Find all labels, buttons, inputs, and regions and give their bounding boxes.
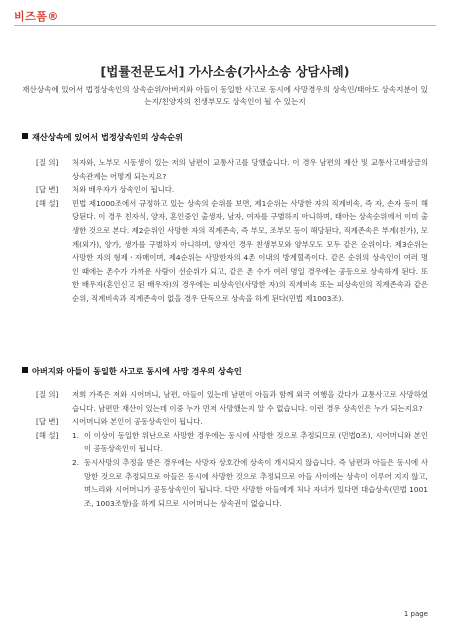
qa-tag: [답 변] [36, 185, 59, 195]
qa-tag: [질 의] [36, 158, 59, 167]
qa-block-1 [36, 156, 428, 306]
qa-text: 저희 가족은 저와 시어머니, 남편, 아들이 있는데 남편이 아들과 함께 외국 여행을 갔다가 교통사고로 사망하였습니다. 남편만 재산이 있는데 이중 누가 먼저 사망했는지 알 수 없습니다. 이런 경우 상속인은 누가 되는지요? [72, 390, 428, 413]
qa-tag: [해 설] [36, 430, 59, 440]
qa-text: 시어머니와 본인이 공동상속인이 됩니다. [72, 417, 203, 427]
qa-text: 처자와, 노부모 시동생이 있는 저의 남편이 교통사고를 당했습니다. 이 경우 남편의 재산 및 교통사고배상금의 상속관계는 어떻게 되는지요? [72, 158, 428, 181]
document-title: [법률전문도서] 가사소송(가사소송 상담사례) [100, 64, 350, 79]
list-text: 동시사망의 추정을 받은 경우에는 사망자 상호간에 상속이 개시되지 않습니다. 즉 남편과 아들은 동시에 사망한 것으로 추정되므로 아들은 동시에 사망한 것으로 추정되므로 아들 사이에는 상속이 이루어 지지 않고, 며느리와 시어머니가 공동상속인이 됩니다. 다만 사망한 아들에게 처나 자녀가 있다면 대습상속(민법 1001조, 1003조항)을 하게 되므로 시어머니는 상속권이 없습니다. [84, 457, 428, 508]
qa-tag: [해 설] [36, 198, 59, 208]
section-heading-1 [22, 132, 428, 143]
list-number: 2. [72, 457, 80, 467]
qa-text: 처와 배우자가 상속인이 됩니다. [72, 185, 175, 195]
list-item [72, 456, 428, 510]
document-subtitle: 재산상속에 있어서 법정상속인의 상속순위/아버지와 아들이 동일한 사고로 동시에 사망경우의 상속인/태아도 상속지분이 있는지/친양자의 친생부모도 상속인이 될 수 있는지 [22, 85, 428, 106]
qa-row-answer [36, 415, 428, 429]
qa-tag: [질 의] [36, 390, 59, 399]
section-heading-2 [22, 366, 428, 377]
qa-explanation-list [72, 429, 428, 511]
qa-row-question [36, 156, 428, 183]
qa-row-question [36, 388, 428, 415]
qa-row-answer [36, 183, 428, 197]
bizform-logo: 비즈폼® [14, 10, 59, 23]
qa-block-2 [36, 388, 428, 510]
qa-text: 민법 제1000조에서 규정하고 있는 상속의 순위를 보면, 제1순위는 사망한 자의 직계비속, 즉 자, 손자 등이 해당된다. 이 경우 친자식, 양자, 혼인중인 출생자, 남자, 여자를 구별하지 아니하며, 태아는 상속순위에서 이미 출생한 것으로 본다. 제2순위인 사망한 자의 직계존속, 즉 부모, 조부모 등이 해당된다, 직계존속은 부계(친가), 모계(외가), 양가, 생가를 구별하지 아니하며, 양자인 경우 친생부모와 양부모도 모두 같은 순위이다. 제3순위는 사망한 자의 형제ㆍ자매이며, 제4순위는 사망한자의 4촌 이내의 방계혈족이다. 같은 순위의 상속인이 여러 명인 때에는 촌수가 가까운 사람이 선순위가 되고, 같은 촌 수가 여러 명일 경우에는 공동으로 상속하게 된다. 또한 배우자(혼인신고 된 배우자)의 경우에는 피상속인(사망한 자)의 직계비속 또는 피상속인의 직계존속과 같은 순위, 직계비속과 직계존속이 없을 경우 단독으로 상속을 하게 된다(민법 제1003조). [72, 198, 428, 303]
page-number: 1 page [403, 610, 428, 618]
list-number: 1. [72, 430, 80, 440]
square-bullet-icon [22, 133, 28, 139]
qa-tag: [답 변] [36, 417, 59, 427]
header-divider [14, 25, 436, 26]
square-bullet-icon [22, 367, 28, 373]
list-text: 이 이상이 동일한 위난으로 사망한 경우에는 동시에 사망한 것으로 추정되므로 (민법0조), 시어머니와 본인이 공동상속인이 됩니다. [84, 430, 428, 454]
section-heading-text: 재산상속에 있어서 법정상속인의 상속순위 [32, 132, 183, 142]
qa-row-explanation [36, 429, 428, 511]
section-heading-text: 아버지와 아들이 동일한 사고로 동시에 사망 경우의 상속인 [32, 366, 242, 376]
qa-row-explanation [36, 197, 428, 306]
list-item [72, 429, 428, 456]
